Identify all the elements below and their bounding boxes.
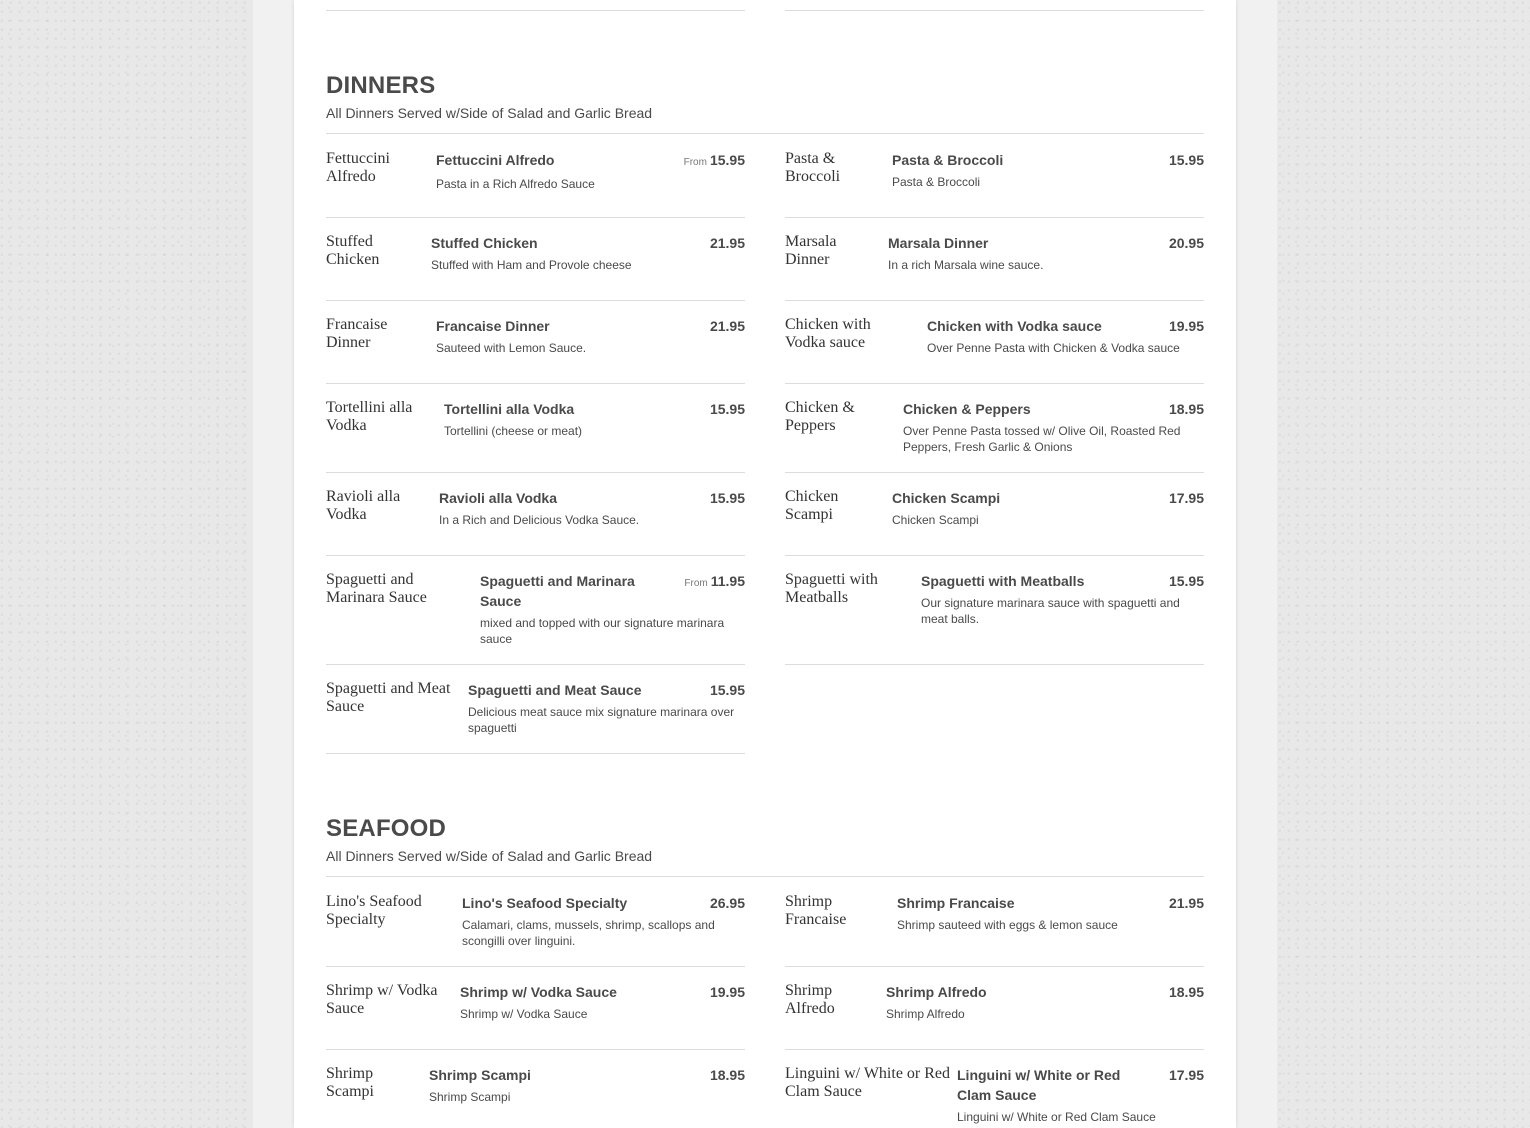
menu-item-price: 21.95 — [709, 318, 745, 334]
menu-item[interactable] — [326, 316, 745, 384]
menu-item-name[interactable]: Shrimp Alfredo — [886, 984, 987, 1000]
menu-item-name[interactable]: Chicken & Peppers — [903, 401, 1031, 417]
menu-item[interactable] — [785, 488, 1204, 556]
menu-item-image[interactable]: Stuffed Chicken — [326, 233, 380, 268]
menu-item-image[interactable]: Shrimp Scampi — [326, 1065, 374, 1100]
menu-item[interactable] — [785, 1065, 1204, 1128]
menu-item-description: Pasta & Broccoli — [892, 175, 981, 189]
menu-item-description: Delicious meat sauce mix signature marinara over spaguetti — [468, 705, 735, 735]
menu-item-name[interactable]: Stuffed Chicken — [431, 235, 538, 251]
menu-item-price: 18.95 — [1168, 984, 1204, 1000]
menu-item[interactable] — [785, 571, 1204, 665]
menu-item[interactable] — [326, 233, 745, 301]
menu-item-image[interactable]: Shrimp w/ Vodka Sauce — [326, 982, 438, 1017]
menu-item-name[interactable]: Shrimp Scampi — [429, 1067, 531, 1083]
menu-item-description: Shrimp Scampi — [429, 1090, 511, 1104]
menu-item-price: 17.95 — [1168, 490, 1204, 506]
menu-item-price: 19.95 — [709, 984, 745, 1000]
menu-item-image[interactable]: Tortellini alla Vodka — [326, 399, 413, 434]
menu-item-price: 15.95 — [1168, 152, 1204, 168]
menu-item-price: 15.95 — [709, 490, 745, 506]
menu-item-description: Shrimp sauteed with eggs & lemon sauce — [897, 918, 1118, 932]
price-from-label: From — [684, 578, 708, 589]
menu-item-description: Over Penne Pasta with Chicken & Vodka sauce — [927, 341, 1180, 355]
menu-item-name[interactable]: Spaguetti with Meatballs — [921, 573, 1085, 589]
menu-item-image[interactable]: Shrimp Alfredo — [785, 982, 835, 1017]
menu-item-description: Shrimp Alfredo — [886, 1007, 965, 1021]
menu-item-description: Calamari, clams, mussels, shrimp, scallops and scongilli over linguini. — [462, 918, 715, 948]
menu-item[interactable] — [785, 399, 1204, 473]
menu-item-image[interactable]: Marsala Dinner — [785, 233, 837, 268]
menu-item-name[interactable]: Ravioli alla Vodka — [439, 490, 558, 506]
menu-item-image[interactable]: Spaguetti with Meatballs — [785, 571, 878, 606]
menu-item-image[interactable]: Chicken Scampi — [785, 488, 839, 523]
menu-item-image[interactable]: Chicken with Vodka sauce — [785, 316, 871, 351]
menu-item-name[interactable]: Shrimp w/ Vodka Sauce — [460, 984, 617, 1000]
menu-item[interactable] — [785, 316, 1204, 384]
menu-item[interactable] — [326, 571, 745, 665]
menu-item-price: 17.95 — [1168, 1067, 1204, 1083]
menu-item-description: mixed and topped with our signature marinara sauce — [480, 616, 725, 646]
menu-item-description: Sauteed with Lemon Sauce. — [436, 341, 587, 355]
menu-item-description: In a rich Marsala wine sauce. — [888, 258, 1044, 272]
menu-item-image[interactable]: Fettuccini Alfredo — [326, 150, 390, 185]
menu-item[interactable] — [785, 233, 1204, 301]
menu-item-description: Our signature marinara sauce with spaguetti and meat balls. — [921, 596, 1180, 626]
menu-item-image[interactable]: Spaguetti and Meat Sauce — [326, 680, 451, 715]
section-subtitle-dinners: All Dinners Served w/Side of Salad and Garlic Bread — [326, 105, 653, 121]
menu-item-price: 18.95 — [1168, 401, 1204, 417]
menu-item-name[interactable]: Shrimp Francaise — [897, 895, 1015, 911]
menu-item-description: Chicken Scampi — [892, 513, 979, 527]
menu-item-price: 19.95 — [1168, 318, 1204, 334]
menu-item[interactable] — [326, 1065, 745, 1128]
menu-item-name[interactable]: Fettuccini Alfredo — [436, 152, 555, 168]
menu-item[interactable] — [785, 982, 1204, 1050]
menu-item-description: Tortellini (cheese or meat) — [444, 424, 583, 438]
menu-item-price: 21.95 — [709, 235, 745, 251]
menu-item-description: Over Penne Pasta tossed w/ Olive Oil, Roasted Red Peppers, Fresh Garlic & Onions — [903, 424, 1181, 454]
menu-item-description: Shrimp w/ Vodka Sauce — [460, 1007, 588, 1021]
menu-item-name[interactable]: Francaise Dinner — [436, 318, 550, 334]
menu-item-price: From 15.95 — [683, 152, 745, 168]
menu-item-image[interactable]: Chicken & Peppers — [785, 399, 855, 434]
menu-item-image[interactable]: Shrimp Francaise — [785, 893, 847, 928]
menu-item-name[interactable]: Lino's Seafood Specialty — [462, 895, 628, 911]
menu-item-image[interactable]: Linguini w/ White or Red Clam Sauce — [785, 1065, 951, 1100]
menu-item[interactable] — [326, 982, 745, 1050]
menu-item-name[interactable]: Linguini w/ White or Red Clam Sauce — [957, 1067, 1121, 1103]
menu-item-price: 15.95 — [709, 682, 745, 698]
menu-item-description: Linguini w/ White or Red Clam Sauce — [957, 1110, 1156, 1124]
section-divider — [326, 133, 1204, 134]
menu-item[interactable] — [326, 488, 745, 556]
menu-item-price: 15.95 — [709, 401, 745, 417]
section-title-dinners: DINNERS — [326, 72, 436, 99]
menu-item[interactable] — [785, 893, 1204, 967]
menu-item-name[interactable]: Spaguetti and Marinara Sauce — [480, 573, 635, 609]
menu-item-price: 21.95 — [1168, 895, 1204, 911]
menu-item-image[interactable]: Ravioli alla Vodka — [326, 488, 401, 523]
menu-item-name[interactable]: Chicken with Vodka sauce — [927, 318, 1102, 334]
menu-item-name[interactable]: Chicken Scampi — [892, 490, 1001, 506]
menu-item[interactable] — [326, 150, 745, 218]
menu-item-description: In a Rich and Delicious Vodka Sauce. — [439, 513, 640, 527]
menu-item-image[interactable]: Spaguetti and Marinara Sauce — [326, 571, 427, 606]
menu-item[interactable] — [785, 150, 1204, 218]
menu-item-price: 20.95 — [1168, 235, 1204, 251]
menu-item-price: 18.95 — [709, 1067, 745, 1083]
section-subtitle-seafood: All Dinners Served w/Side of Salad and Garlic Bread — [326, 848, 653, 864]
menu-item-name[interactable]: Marsala Dinner — [888, 235, 989, 251]
price-from-label: From — [683, 157, 707, 168]
menu-item[interactable] — [326, 893, 745, 967]
menu-item-name[interactable]: Spaguetti and Meat Sauce — [468, 682, 642, 698]
menu-item-image[interactable]: Francaise Dinner — [326, 316, 388, 351]
menu-item-price: 26.95 — [709, 895, 745, 911]
menu-item-image[interactable]: Lino's Seafood Specialty — [326, 893, 422, 928]
menu-item-name[interactable]: Tortellini alla Vodka — [444, 401, 575, 417]
section-divider — [326, 876, 1204, 877]
menu-item-image[interactable]: Pasta & Broccoli — [785, 150, 841, 185]
divider — [785, 10, 1204, 11]
menu-item[interactable] — [326, 399, 745, 473]
divider — [326, 10, 745, 11]
menu-item-description: Pasta in a Rich Alfredo Sauce — [436, 177, 595, 191]
menu-item-price: 15.95 — [1168, 573, 1204, 589]
menu-item-description: Stuffed with Ham and Provole cheese — [431, 258, 632, 272]
menu-item-price: From 11.95 — [684, 573, 745, 589]
menu-item-name[interactable]: Pasta & Broccoli — [892, 152, 1004, 168]
menu-item[interactable] — [326, 680, 745, 754]
section-title-seafood: SEAFOOD — [326, 815, 447, 842]
